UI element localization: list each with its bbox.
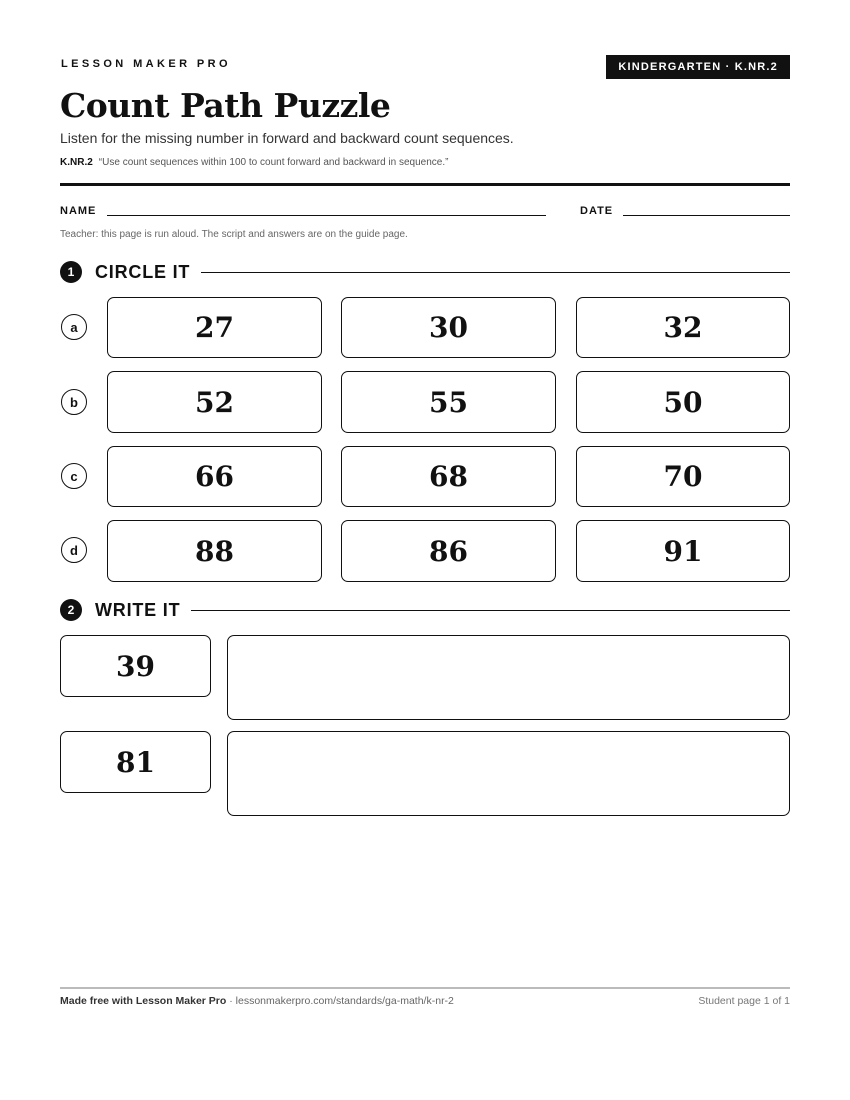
choice-d-3[interactable]: 91 <box>576 520 790 582</box>
row-c-letter: c <box>61 463 87 489</box>
choice-d-2[interactable]: 86 <box>341 520 556 582</box>
row-b-letter: b <box>61 389 87 415</box>
write-prompt-2: 81 <box>60 731 211 793</box>
standard-code: K.NR.2 <box>60 157 93 168</box>
page-subtitle: Listen for the missing number in forward and backward count sequences. <box>60 130 514 146</box>
standard-text: “Use count sequences within 100 to count forward and backward in sequence.” <box>98 157 449 168</box>
choice-a-2[interactable]: 30 <box>341 297 556 358</box>
section-2-number: 2 <box>60 599 82 621</box>
section-1-title: CIRCLE IT <box>95 261 191 282</box>
choice-a-3[interactable]: 32 <box>576 297 790 358</box>
teacher-note: Teacher: this page is run aloud. The script and answers are on the guide page. <box>60 229 408 240</box>
write-answer-box-2[interactable] <box>227 731 790 816</box>
section-1-number: 1 <box>60 261 82 283</box>
choice-d-1[interactable]: 88 <box>107 520 322 582</box>
section-1-rule <box>201 272 790 273</box>
choice-a-1[interactable]: 27 <box>107 297 322 358</box>
page-title: Count Path Puzzle <box>60 86 391 125</box>
write-prompt-1: 39 <box>60 635 211 697</box>
date-field[interactable] <box>623 215 790 216</box>
footer-credit <box>60 995 454 1007</box>
choice-c-1[interactable]: 66 <box>107 446 322 507</box>
choice-b-2[interactable]: 55 <box>341 371 556 433</box>
choice-b-3[interactable]: 50 <box>576 371 790 433</box>
footer-url[interactable]: · lessonmakerpro.com/standards/ga-math/k-nr-2 <box>226 995 454 1007</box>
choice-c-2[interactable]: 68 <box>341 446 556 507</box>
grade-badge: KINDERGARTEN · K.NR.2 <box>606 55 790 79</box>
footer-divider <box>60 987 790 989</box>
row-a-letter: a <box>61 314 87 340</box>
section-2-header <box>60 598 790 622</box>
choice-c-3[interactable]: 70 <box>576 446 790 507</box>
row-d-letter: d <box>61 537 87 563</box>
section-2-rule <box>191 610 790 611</box>
brand-name: LESSON MAKER PRO <box>61 58 231 70</box>
section-2-title: WRITE IT <box>95 599 181 620</box>
name-field[interactable] <box>107 215 546 216</box>
standard-line <box>60 157 448 168</box>
write-answer-box-1[interactable] <box>227 635 790 720</box>
header-divider <box>60 183 790 186</box>
name-label: NAME <box>60 205 97 217</box>
date-label: DATE <box>580 205 614 217</box>
choice-b-1[interactable]: 52 <box>107 371 322 433</box>
section-1-header <box>60 260 790 284</box>
footer-page-number: Student page 1 of 1 <box>698 995 790 1007</box>
footer-made-with: Made free with Lesson Maker Pro <box>60 995 227 1007</box>
